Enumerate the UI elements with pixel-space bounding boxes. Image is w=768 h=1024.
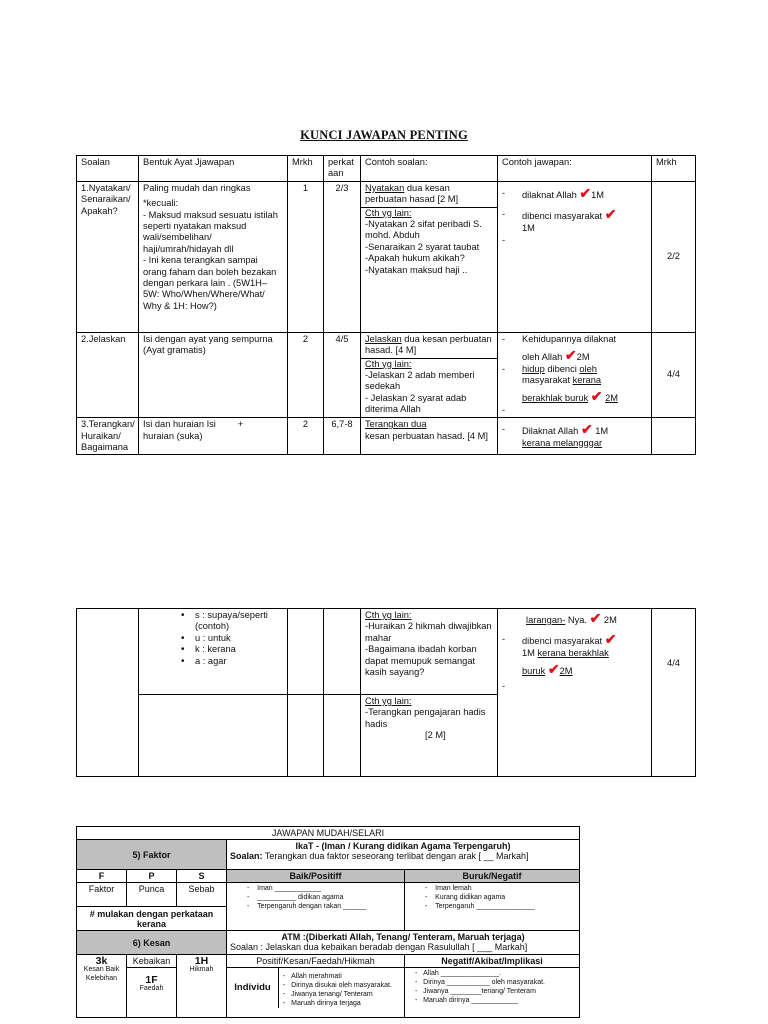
bentuk-cell: [139, 418, 288, 455]
answer-mark: 2M: [559, 666, 573, 677]
cth-line: -Nyatakan 2 sifat peribadi S. mohd. Abduh: [365, 219, 482, 241]
contoh-soalan-cell: [361, 609, 498, 695]
contoh-jawapan-cell: - Dilaknat Allah ✔ 1M kerana melangggar: [498, 418, 652, 455]
list-item: Iman ____________: [257, 885, 322, 892]
soalan-cell: 1.Nyatakan/ Senaraikan/ Apakah?: [77, 181, 139, 332]
list-item: Kurang didikan agama: [435, 894, 506, 901]
contoh-jawapan-cell: larangan- Nya. ✔ 2M - dibenci masyarakat ✔ 1M kerana berakhlak buruk ✔2M -: [498, 609, 652, 777]
list-item: Iman lemah: [435, 885, 472, 892]
k3-label: 3k: [95, 955, 108, 967]
list-item: Allah merahmati: [291, 973, 342, 980]
list-item: Maruah dirinya ____________: [423, 997, 519, 1004]
fps-letter: S: [177, 870, 227, 883]
mark-total-cell: 4/4: [652, 332, 696, 417]
k3-sub: Kesan Baik Kelebihan: [83, 966, 120, 982]
contoh-soalan-cell: [361, 418, 498, 455]
perkataan-cell: [324, 695, 361, 777]
question-keyword: Nyatakan: [365, 182, 405, 193]
negatif-header: Negatif/Akibat/Implikasi: [405, 955, 580, 968]
soalan-label: Soalan:: [230, 851, 263, 861]
answer-keyword: kerana berakhlak: [537, 647, 609, 658]
faktor-title: 5) Faktor: [77, 840, 227, 870]
check-icon: ✔: [604, 631, 617, 648]
table-row: [77, 418, 696, 455]
check-icon: ✔: [589, 610, 602, 626]
list-item: Dirinya disukai oleh masyarakat.: [291, 982, 392, 989]
soalan-cell: 3.Terangkan/ Huraikan/ Bagaimana: [77, 418, 139, 455]
list-item: • k : kerana: [181, 644, 283, 655]
kebaikan-label: Kebaikan: [127, 955, 177, 968]
faktor-info: [227, 840, 580, 870]
baik-list: - Iman ____________ - __________ didikan agama - Terpengaruh dengan rakan ______: [227, 883, 405, 931]
jawapan-mudah-table: [76, 826, 580, 1018]
answer-text: dibenci masyarakat: [522, 636, 603, 647]
soalan-cell: [77, 609, 139, 777]
contoh-soalan-cell: [361, 695, 498, 777]
header-mrkh: Mrkh: [288, 156, 324, 182]
fps-word: Sebab: [177, 883, 227, 907]
answer-text: dibenci: [544, 363, 580, 374]
answer-text: dibenci masyarakat: [522, 211, 603, 222]
mudah-header: JAWAPAN MUDAH/SELARI: [77, 827, 580, 840]
check-icon: ✔: [547, 661, 560, 678]
h1-label: 1H: [194, 955, 209, 967]
bentuk-cell: [139, 609, 288, 695]
mrkh-cell: 2: [288, 418, 324, 455]
header-perkataan: perkat aan: [324, 156, 361, 182]
list-item: Terpengaruh _______________: [435, 903, 535, 910]
cth-line: -Bagaimana ibadah korban dapat memupuk semangat kasih sayang?: [365, 644, 477, 678]
cth-label: Cth yg lain:: [365, 207, 412, 218]
perkataan-cell: 6,7-8: [324, 418, 361, 455]
buruk-header: Buruk/Negatif: [405, 870, 580, 883]
answer-keyword: berakhlak buruk: [522, 393, 589, 404]
table-row: [77, 181, 696, 332]
bentuk-line: Paling mudah dan ringkas: [143, 182, 251, 193]
mark-total-cell: [652, 418, 696, 455]
cth-line: hadis: [365, 718, 388, 729]
mark-total-cell: 2/2: [652, 181, 696, 332]
atm-line: ATM :(Diberkati Allah, Tenang/ Tenteram, Maruah terjaga): [281, 932, 525, 942]
cth-line: -Huraikan 2 hikmah diwajibkan mahar: [365, 621, 492, 643]
list-item: Jiwanya tenang/ Tenteram: [291, 991, 373, 998]
k3-cell: [77, 955, 127, 1018]
fps-letter: F: [77, 870, 127, 883]
header-contoh-soalan: Contoh soalan:: [361, 156, 498, 182]
check-icon: ✔: [580, 421, 593, 438]
f1-sub: Faedah: [139, 985, 164, 992]
list-item: • u : untuk: [181, 633, 283, 644]
list-item: • a : agar: [181, 656, 283, 667]
bentuk-cell: Isi dengan ayat yang sempurna (Ayat gramatis): [139, 332, 288, 417]
question-text: dua kesan perbuatan hasad. [4 M]: [365, 333, 492, 356]
bentuk-cell: [139, 181, 288, 332]
list-item: __________ didikan agama: [257, 894, 344, 901]
cth-line: - Jelaskan 2 syarat adab diterima Allah: [365, 392, 467, 415]
answer-mark: 2M: [603, 615, 617, 625]
check-icon: ✔: [590, 388, 603, 405]
individu-positif-cell: [227, 968, 405, 1018]
answer-text: Dilaknat Allah: [522, 426, 579, 437]
page-title: KUNCI JAWAPAN PENTING: [300, 128, 468, 142]
answer-keyword: hidup: [522, 363, 545, 374]
answer-keyword: larangan-: [526, 615, 566, 625]
answer-text: Nya.: [565, 615, 587, 625]
h1-cell: [177, 955, 227, 1018]
list-item: Allah _______________.: [423, 970, 502, 977]
answer-text: dilaknat Allah: [522, 189, 577, 200]
cth-mark: [2 M]: [425, 730, 446, 741]
question-text: kesan perbuatan hasad. [4 M]: [365, 430, 489, 441]
answer-keyword: kerana: [572, 375, 602, 386]
answer-key-table: [76, 155, 696, 455]
ikat-line: IkaT - (Iman / Kurang didikan Agama Terpengaruh): [295, 841, 511, 851]
baik-header: Baik/Positiff: [227, 870, 405, 883]
list-item: Jiwanya ________tenang/ Tenteram: [423, 988, 536, 995]
answer-mark: 2M: [605, 393, 618, 404]
buruk-list: - Iman lemah - Kurang didikan agama - Terpengaruh _______________: [405, 883, 580, 931]
cth-label: Cth yg lain:: [365, 358, 412, 369]
h1-sub: Hikmah: [189, 966, 214, 973]
contoh-jawapan-cell: - dilaknat Allah ✔1M - dibenci masyarakat ✔ 1M -: [498, 181, 652, 332]
answer-key-table-continued: [76, 608, 696, 777]
perkataan-cell: [324, 609, 361, 695]
answer-keyword: kerana melangggar: [522, 437, 603, 448]
answer-keyword: oleh: [579, 363, 597, 374]
contoh-soalan-cell: [361, 181, 498, 332]
check-icon: ✔: [604, 206, 617, 223]
bentuk-cell: [139, 695, 288, 777]
cth-line: -Jelaskan 2 adab memberi sedekah: [365, 370, 475, 392]
perkataan-cell: 2/3: [324, 181, 361, 332]
cth-label: Cth yg lain:: [365, 610, 412, 620]
table-header-row: [77, 156, 696, 182]
table-row: [77, 332, 696, 417]
cth-line: -Terangkan pengajaran hadis: [365, 707, 486, 718]
mrkh-cell: 2: [288, 332, 324, 417]
list-item: Dirinya ___________ oleh masyarakat.: [423, 979, 545, 986]
kesan-info: [227, 931, 580, 955]
header-soalan: Soalan: [77, 156, 139, 182]
header-contoh-jawapan: Contoh jawapan:: [498, 156, 652, 182]
kesan-title: 6) Kesan: [77, 931, 227, 955]
suka-list: [181, 610, 283, 667]
contoh-jawapan-cell: - Kehidupannya dilaknat oleh Allah ✔2M - hidup dibenci oleh masyarakat kerana berakhlak buruk ✔ 2M -: [498, 332, 652, 417]
answer-mark: 1M: [522, 647, 538, 658]
answer-text: oleh Allah: [522, 352, 563, 363]
bentuk-line: - Ini kena terangkan sampai orang faham dan boleh bezakan dengan perkara lain . (5W1H– 5W: Who/When/Where/What/ Why & 1H: How?): [143, 255, 277, 311]
positif-list: - Allah merahmati - Dirinya disukai oleh masyarakat. - Jiwanya tenang/ Tenteram - Maruah dirinya terjaga: [283, 973, 392, 1007]
soalan-text: Jelaskan dua kebaikan beradab dengan Rasulullah [ ___ Markah]: [263, 942, 528, 952]
positif-header: Positif/Kesan/Faedah/Hikmah: [227, 955, 405, 968]
mrkh-cell: 1: [288, 181, 324, 332]
answer-mark: 2M: [576, 352, 590, 363]
f1-label: 1F: [145, 974, 158, 986]
answer-mark: 1M: [522, 222, 535, 233]
soalan-text: Terangkan dua faktor seseorang terlibat dengan arak [ __ Markah]: [262, 851, 529, 861]
f1-cell: [127, 968, 177, 1018]
perkataan-cell: 4/5: [324, 332, 361, 417]
soalan-cell: 2.Jelaskan: [77, 332, 139, 417]
mark-total-cell: 4/4: [652, 609, 696, 777]
list-item: • s : supaya/seperti (contoh): [181, 610, 283, 633]
check-icon: ✔: [564, 347, 577, 364]
fps-word: Faktor: [77, 883, 127, 907]
list-item: Terpengaruh dengan rakan ______: [257, 903, 367, 910]
fps-word: Punca: [127, 883, 177, 907]
negatif-list: - Allah _______________. - Dirinya ___________ oleh masyarakat. - Jiwanya ________tenang/ Tenteram - Maruah dirinya ____________: [405, 968, 580, 1018]
answer-text: Kehidupannya dilaknat: [522, 333, 617, 344]
answer-mark: 1M: [591, 189, 605, 200]
bentuk-line: *kecuali:: [143, 198, 179, 209]
mulakan-note: # mulakan dengan perkataan kerana: [77, 907, 227, 931]
cth-line: -Nyatakan maksud haji ..: [365, 264, 468, 275]
question-keyword: Terangkan dua: [365, 419, 427, 430]
answer-text: masyarakat: [522, 375, 573, 386]
header-bentuk: Bentuk Ayat Jjawapan: [139, 156, 288, 182]
fps-letter: P: [127, 870, 177, 883]
question-keyword: Jelaskan: [365, 333, 402, 344]
answer-keyword: buruk: [522, 666, 546, 677]
soalan-label: Soalan :: [230, 942, 264, 952]
bentuk-text: Isi dan huraian Isi: [143, 419, 216, 430]
mrkh-cell: [288, 695, 324, 777]
plus-sign: +: [237, 419, 244, 430]
contoh-soalan-cell: [361, 332, 498, 417]
bentuk-text: huraian (suka): [143, 430, 203, 441]
mrkh-cell: [288, 609, 324, 695]
check-icon: ✔: [579, 184, 592, 201]
table-row: [77, 609, 696, 695]
cth-line: -Senaraikan 2 syarat taubat: [365, 241, 480, 252]
list-item: Maruah dirinya terjaga: [291, 1000, 361, 1007]
header-mrkh-2: Mrkh: [652, 156, 696, 182]
cth-line: -Apakah hukum akikah?: [365, 253, 465, 264]
bentuk-line: - Maksud maksud sesuatu istilah seperti nyatakan maksud wali/sembelihan/ haji/umrah/hidayah dll: [143, 209, 278, 254]
cth-label: Cth yg lain:: [365, 696, 412, 706]
question-text: dua kesan perbuatan hasad [2 M]: [365, 182, 459, 205]
individu-label: Individu: [227, 968, 279, 1008]
answer-mark: 1M: [595, 426, 609, 437]
